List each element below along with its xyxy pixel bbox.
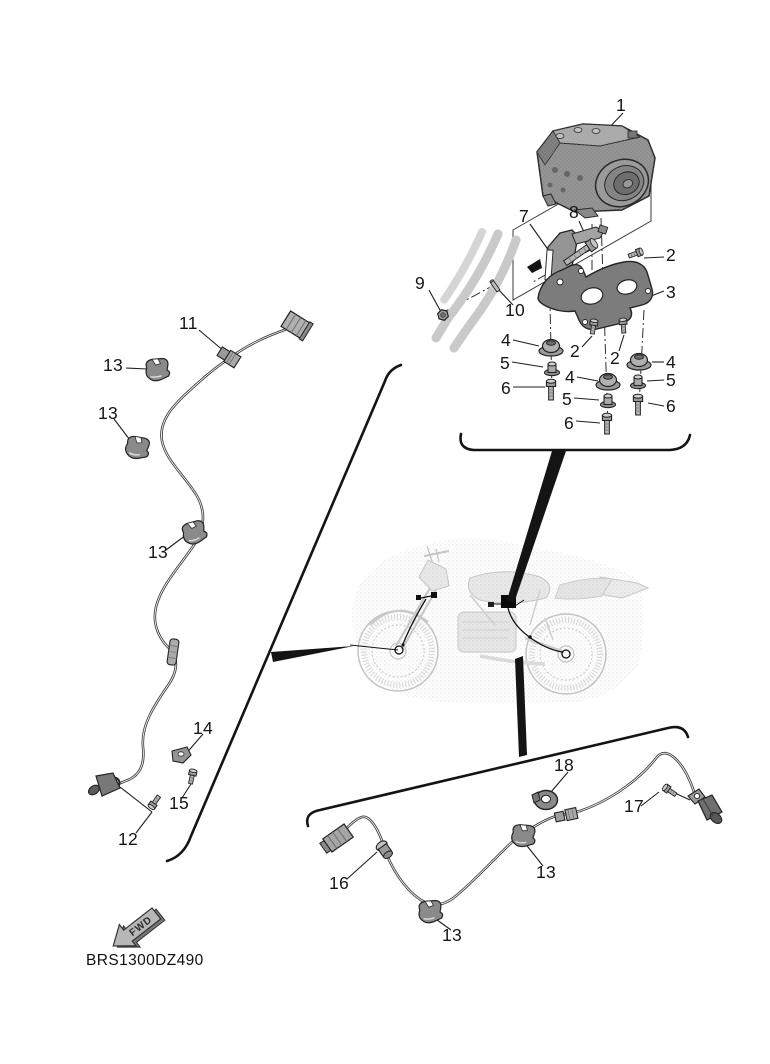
collar-5-right [631,375,646,389]
callout-8[interactable]: 8 [569,202,580,222]
callout-2-b[interactable]: 2 [570,341,581,361]
callout-13-e[interactable]: 13 [442,925,463,945]
callout-15[interactable]: 15 [169,793,190,813]
bolt-2-right [627,247,644,259]
bolt-6-left [546,379,555,400]
callout-3[interactable]: 3 [666,282,677,302]
callout-7[interactable]: 7 [519,206,530,226]
grommet-4-left [539,340,563,357]
collar-5-left [545,362,560,376]
callout-6-b[interactable]: 6 [564,413,575,433]
bolt-12 [147,794,162,811]
callout-6-a[interactable]: 6 [501,378,512,398]
clip-13-b [124,435,151,460]
callout-17[interactable]: 17 [624,796,645,816]
collar-5-mid [601,394,616,408]
front-lead-connector [281,310,314,341]
grommet-18 [532,791,558,810]
callout-10[interactable]: 10 [505,300,526,320]
callout-16[interactable]: 16 [329,873,350,893]
clip-13-c [180,519,208,546]
motorcycle-silhouette [350,535,650,715]
lead-barrels [554,808,578,823]
clip-13-d [511,824,536,848]
grommet-4-mid [596,374,620,391]
callout-11[interactable]: 11 [179,313,198,333]
clip-13-e [418,900,443,924]
callout-9[interactable]: 9 [415,273,426,293]
drawing-part-code: BRS1300DZ490 [86,952,204,969]
callout-14[interactable]: 14 [193,718,214,738]
callout-13-c[interactable]: 13 [148,542,169,562]
callout-13-b[interactable]: 13 [98,403,119,423]
callout-13-a[interactable]: 13 [103,355,124,375]
grommet-4-right [627,354,651,371]
bolt-2-mid-right [619,318,628,333]
callout-5-b[interactable]: 5 [562,389,573,409]
callout-6-c[interactable]: 6 [666,396,677,416]
callout-5-a[interactable]: 5 [500,353,511,373]
callout-18[interactable]: 18 [554,755,575,775]
callout-13-d[interactable]: 13 [536,862,557,882]
bolt-15 [187,768,198,784]
callout-4-c[interactable]: 4 [666,352,677,372]
callout-12[interactable]: 12 [118,829,139,849]
lead-boot [167,639,180,666]
top-right-detail-bracket [461,434,690,450]
bolt-17 [661,783,678,798]
bolt-6-mid [602,413,611,434]
callout-1[interactable]: 1 [616,95,627,115]
clip-13-a [145,358,170,382]
fwd-arrow [105,901,168,960]
boot-16 [374,839,394,861]
wedge-to-front-wheel [271,646,354,662]
callout-2-a[interactable]: 2 [666,245,677,265]
callout-5-c[interactable]: 5 [666,370,677,390]
front-wheel-sensor [87,773,120,797]
callout-4-b[interactable]: 4 [565,367,576,387]
fwd-arrow-label: FWD [127,914,155,939]
bolt-6-right [633,394,642,415]
callout-4-a[interactable]: 4 [501,330,512,350]
abs-hydraulic-unit [537,124,656,218]
rear-wheel-sensor [688,789,724,826]
clamp-14 [172,747,191,763]
callout-2-c[interactable]: 2 [610,348,621,368]
